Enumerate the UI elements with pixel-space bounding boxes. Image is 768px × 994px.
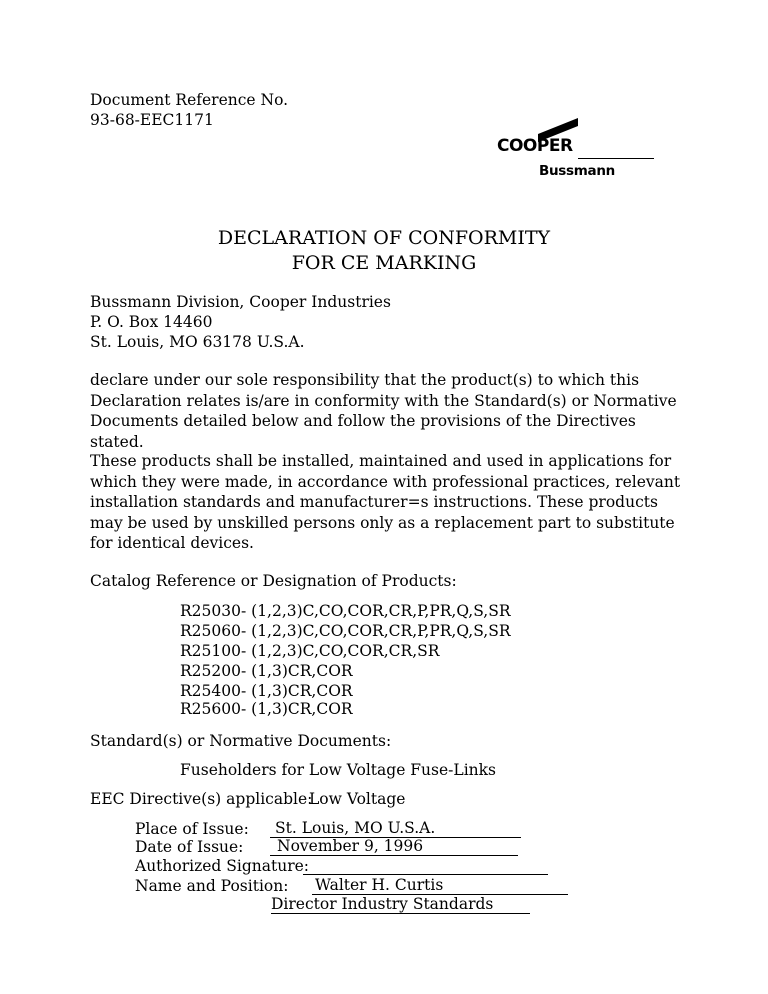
catalog-item: R25030- (1,2,3)C,CO,COR,CR,P,PR,Q,S,SR (180, 602, 511, 620)
directive-value: Low Voltage (309, 790, 406, 808)
logo-cooper-text: COOPER (497, 136, 573, 156)
standards-value: Fuseholders for Low Voltage Fuse-Links (180, 761, 496, 779)
address-line-3: St. Louis, MO 63178 U.S.A. (90, 333, 305, 351)
name-value: Walter H. Curtis (312, 877, 568, 895)
declaration-paragraph: declare under our sole responsibility that the product(s) to which this Declaration relates is/are in conformity with the Standard(s) or Normative Documents detailed below and follow the provisions of the Directives stated. (90, 371, 677, 451)
logo-divider (578, 158, 654, 159)
standards-label: Standard(s) or Normative Documents: (90, 732, 392, 750)
catalog-item: R25400- (1,3)CR,COR (180, 682, 353, 700)
usage-text-part1: These products shall be installed, maintained and used in applications for which they were made, in accordance with professional practices, relevant installation standards and manufacturer (90, 452, 681, 511)
usage-text-part2: instructions. These products may be used by unskilled persons only as a replacement part to substitute for identical devices. (90, 493, 675, 552)
title-line-2: FOR CE MARKING (291, 252, 477, 274)
catalog-item: R25200- (1,3)CR,COR (180, 662, 353, 680)
address-line-2: P. O. Box 14460 (90, 313, 213, 331)
doc-ref-label: Document Reference No. (90, 91, 289, 109)
cooper-bussmann-logo (496, 112, 656, 182)
date-label: Date of Issue: (135, 838, 244, 856)
date-value: November 9, 1996 (270, 838, 518, 856)
catalog-item: R25600- (1,3)CR,COR (180, 700, 353, 718)
directive-label: EEC Directive(s) applicable: (90, 790, 313, 808)
place-value: St. Louis, MO U.S.A. (270, 820, 521, 838)
usage-paragraph (90, 451, 690, 554)
position-value: Director Industry Standards (271, 896, 530, 914)
address-line-1: Bussmann Division, Cooper Industries (90, 293, 391, 311)
signature-label: Authorized Signature: (135, 857, 310, 875)
signature-line (303, 857, 548, 875)
doc-ref-number: 93-68-EEC1171 (90, 111, 214, 129)
catalog-item: R25100- (1,2,3)C,CO,COR,CR,SR (180, 642, 440, 660)
usage-text-strike: =s (407, 493, 429, 511)
catalog-item: R25060- (1,2,3)C,CO,COR,CR,P,PR,Q,S,SR (180, 622, 511, 640)
name-label: Name and Position: (135, 877, 289, 895)
title-line-1: DECLARATION OF CONFORMITY (217, 227, 551, 249)
catalog-label: Catalog Reference or Designation of Products: (90, 572, 457, 590)
place-label: Place of Issue: (135, 820, 249, 838)
logo-bussmann-text: Bussmann (539, 163, 615, 179)
